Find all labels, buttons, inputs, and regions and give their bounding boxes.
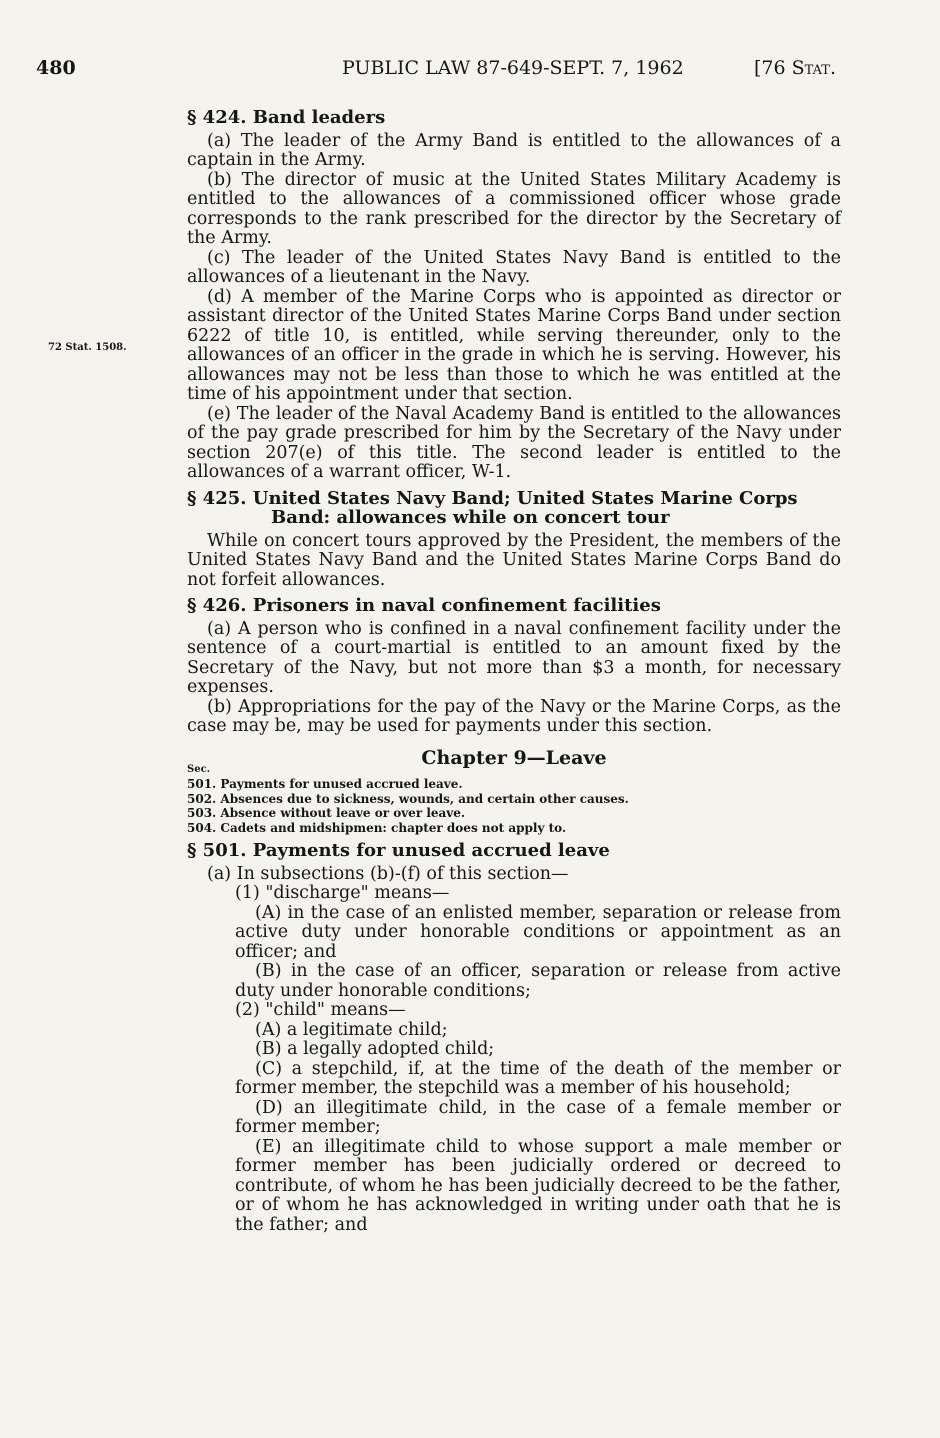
chapter-9-title: Chapter 9—Leave bbox=[421, 746, 607, 769]
section-426-heading: § 426. Prisoners in naval confinement facilities bbox=[187, 595, 661, 616]
section-501-a-1-A: (A) in the case of an enlisted member, separation or release from active duty under honorable conditions or appointment as an officer; and bbox=[235, 902, 841, 962]
section-424-e: (e) The leader of the Naval Academy Band is entitled to the allowances of the pay grade prescribed for him by the Secretary of the Navy under section 207(e) of this title. The second leader is entitled to the allowances of a warrant officer, W-1. bbox=[187, 403, 841, 482]
margin-citation: 72 Stat. 1508. bbox=[48, 342, 127, 353]
section-424-heading: § 424. Band leaders bbox=[187, 107, 386, 128]
section-425-heading: § 425. United States Navy Band; United States Marine Corps Band: allowances while on concert tour bbox=[187, 487, 798, 528]
toc-item: 502. Absences due to sickness, wounds, and certain other causes. bbox=[187, 791, 629, 806]
section-501-a-2-C: (C) a stepchild, if, at the time of the death of the member or former member, the stepchild was a member of his household; bbox=[235, 1058, 841, 1098]
section-424-c: (c) The leader of the United States Navy Band is entitled to the allowances of a lieutenant in the Navy. bbox=[187, 247, 841, 287]
section-426-b: (b) Appropriations for the pay of the Navy or the Marine Corps, as the case may be, may be used for payments under this section. bbox=[187, 696, 841, 736]
toc-sec-label: Sec. bbox=[187, 763, 211, 775]
section-501-a-2-A: (A) a legitimate child; bbox=[255, 1019, 448, 1040]
toc-item: 504. Cadets and midshipmen: chapter does not apply to. bbox=[187, 820, 567, 835]
section-501-a-2: (2) "child" means— bbox=[235, 1000, 406, 1020]
chapter-9-toc bbox=[187, 763, 841, 836]
section-425-text: While on concert tours approved by the President, the members of the United States Navy Band and the United States Marine Corps Band do not forfeit allowances. bbox=[187, 530, 841, 590]
section-426-a: (a) A person who is confined in a naval confinement facility under the sentence of a court-martial is entitled to an amount fixed by the Secretary of the Navy, but not more than $3 a month, for necessary expenses. bbox=[187, 618, 841, 697]
running-title: PUBLIC LAW 87-649-SEPT. 7, 1962 bbox=[342, 57, 684, 79]
section-424-b: (b) The director of music at the United States Military Academy is entitled to the allowances of a commissioned officer whose grade corresponds to the rank prescribed for the director by the Secretary of the Army. bbox=[187, 169, 841, 248]
page-header bbox=[36, 57, 836, 85]
statute-reference-word: Stat. bbox=[791, 57, 836, 79]
section-501-heading: § 501. Payments for unused accrued leave bbox=[187, 840, 610, 861]
statute-reference-volume: [76 bbox=[753, 57, 792, 79]
section-501-a-2-E: (E) an illegitimate child to whose support a male member or former member has been judicially ordered or decreed to contribute, of whom he has been judicially decreed to be the father, or of whom he has acknowledged in writing under oath that he is the father; and bbox=[235, 1136, 841, 1235]
toc-item: 503. Absence without leave or over leave. bbox=[187, 806, 466, 820]
section-501-a-1-B: (B) in the case of an officer, separation or release from active duty under honorable conditions; bbox=[235, 961, 841, 1001]
section-501-a-2-D: (D) an illegitimate child, in the case of a female member or former member; bbox=[235, 1097, 841, 1137]
section-501-a-2-B: (B) a legally adopted child; bbox=[255, 1039, 495, 1059]
toc-item: 501. Payments for unused accrued leave. bbox=[187, 777, 463, 791]
statute-reference bbox=[754, 57, 836, 79]
section-501-a: (a) In subsections (b)-(f) of this section— bbox=[207, 863, 569, 884]
section-424-d: (d) A member of the Marine Corps who is appointed as director or assistant director of the United States Marine Corps Band under section 6222 of title 10, is entitled, while serving thereunder, only to the allowances of an officer in the grade in which he is serving. However, his allowances may not be less than those to which he was entitled at the time of his appointment under that section. bbox=[187, 286, 841, 404]
document-body bbox=[187, 102, 841, 1235]
section-501-a-1: (1) "discharge" means— bbox=[235, 883, 450, 903]
section-424-a: (a) The leader of the Army Band is entitled to the allowances of a captain in the Army. bbox=[187, 130, 841, 170]
page-number: 480 bbox=[36, 57, 76, 79]
